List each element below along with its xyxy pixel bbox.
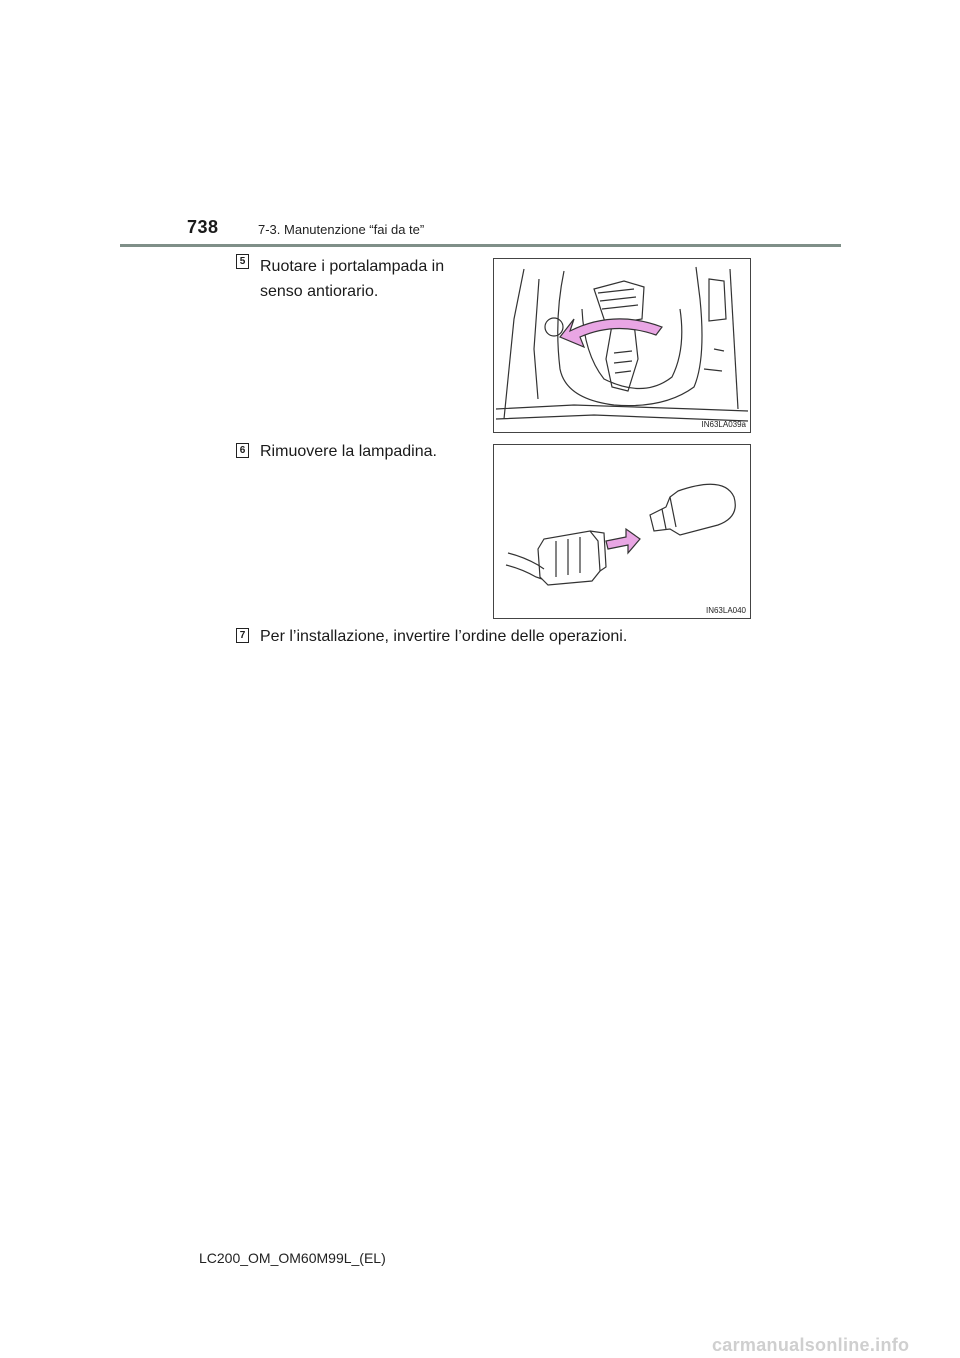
figure-bulb-removal (493, 444, 751, 619)
step-number-7: 7 (236, 628, 249, 643)
pull-arrow-icon (606, 529, 640, 553)
figure-code: IN63LA039a (701, 420, 746, 429)
watermark: carmanualsonline.info (712, 1335, 910, 1355)
step-number-5: 5 (236, 254, 249, 269)
page-number: 738 (187, 217, 219, 237)
bulb-removal-illustration (494, 445, 750, 618)
step-number-6: 6 (236, 443, 249, 458)
bulb-holder-illustration (494, 259, 750, 432)
figure-code: IN63LA040 (705, 606, 746, 615)
step-5-text: Ruotare i portalampada in senso antiorario. (260, 258, 445, 300)
section-title: 7-3. Manutenzione “fai da te” (258, 222, 425, 237)
document-code: LC200_OM_OM60M99L_(EL) (199, 1250, 386, 1266)
step-7-text: Per l’installazione, invertire l’ordine delle operazioni. (260, 628, 628, 645)
figure-bulb-holder-rotate (493, 258, 751, 433)
header-rule (120, 244, 841, 247)
step-6-text: Rimuovere la lampadina. (260, 443, 437, 460)
